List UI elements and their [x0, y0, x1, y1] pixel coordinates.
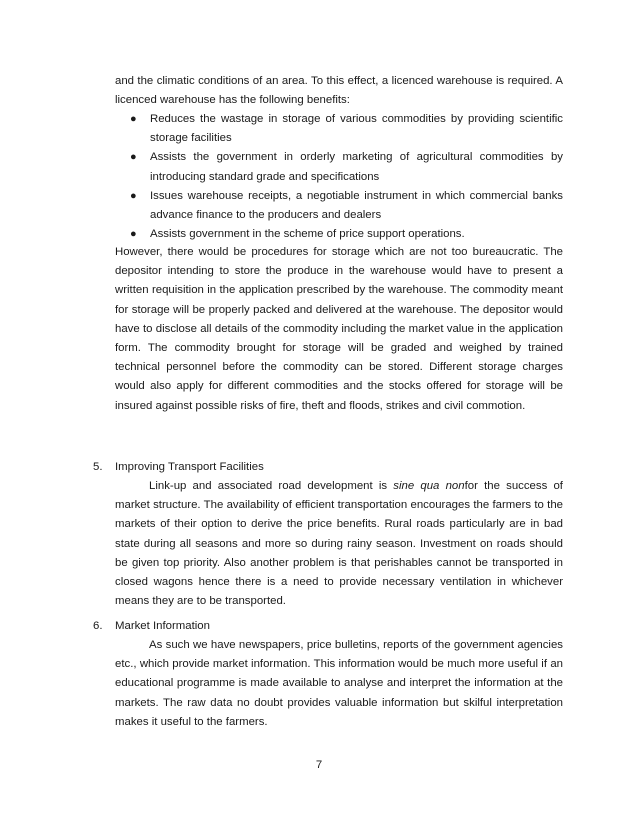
page-number: 7 — [315, 759, 323, 771]
section-5-title: Improving Transport Facilities — [115, 461, 264, 473]
section-5-body-italic: sine qua non — [393, 480, 465, 492]
section-5-body-before: Link-up and associated road development is — [149, 480, 394, 492]
section-5-body — [115, 477, 563, 611]
section-6-body-text: As such we have newspapers, price bulletins, reports of the government agencies etc., which provide market information. This information would be much more useful if an educational programme is made available to analyse and interpret the information at the markets. The raw data no doubt provides valuable information but skilful interpretation makes it useful to the farmers. — [115, 639, 563, 728]
section-5-number: 5. — [93, 461, 103, 473]
list-item — [130, 225, 563, 244]
section-6-heading — [93, 617, 210, 636]
list-item-text: Issues warehouse receipts, a negotiable instrument in which commercial banks advance finance to the producers and dealers — [150, 189, 563, 222]
section-5-heading — [93, 458, 264, 477]
storage-procedure-paragraph: However, there would be procedures for storage which are not too bureaucratic. The depositor intending to store the produce in the warehouse would have to present a written requisition in the application prescribed by the warehouse. The commodity meant for storage will be properly packed and delivered at the warehouse. The depositor would have to disclose all details of the commodity including the market value in the application form. The commodity brought for storage will be graded and weighed by trained technical personnel before the commodity can be stored. Different storage charges would also apply for different commodities and the stocks offered for storage will be insured against possible risks of fire, theft and floods, strikes and civil commotion. — [115, 246, 563, 412]
list-item — [130, 187, 563, 225]
section-5-body-after: for the success of market structure. The availability of efficient transportation encourages the farmers to the markets of their option to derive the price benefits. Rural roads particularly are in bad state during all seasons and more so during rainy season. Investment on roads should be given top priority. Also another problem is that perishables cannot be transported in closed wagons hence there is a need to provide necessary ventilation in whichever means they are to be transported. — [115, 480, 563, 608]
section-6-title: Market Information — [115, 620, 210, 632]
benefits-list — [130, 110, 563, 244]
list-item-text: Reduces the wastage in storage of various commodities by providing scientific storage facilities — [150, 113, 563, 145]
list-item-text: Assists the government in orderly marketing of agricultural commodities by introducing standard grade and specifications — [150, 151, 563, 183]
section-6-number: 6. — [93, 620, 103, 632]
section-6-body — [115, 636, 563, 732]
bullet-icon: ● — [130, 113, 137, 125]
list-item-text: Assists government in the scheme of price support operations. — [150, 228, 465, 241]
bullet-icon: ● — [130, 189, 137, 202]
list-item — [130, 110, 563, 148]
intro-paragraph: and the climatic conditions of an area. To this effect, a licenced warehouse is required. A licenced warehouse has the following benefits: — [115, 75, 563, 107]
bullet-icon: ● — [130, 151, 137, 164]
bullet-icon: ● — [130, 228, 137, 241]
list-item — [130, 148, 563, 186]
